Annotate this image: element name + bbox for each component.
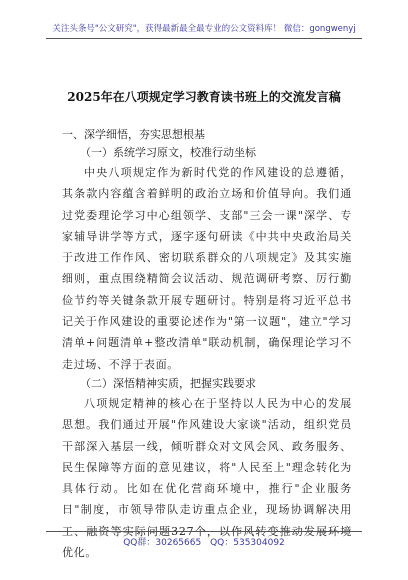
page-header: 关注头条号"公文研究"，获得最新最全最专业的公文资料库！ 微信：gongwenyj — [52, 24, 356, 34]
document-title: 2025年在八项规定学习教育读书班上的交流发言稿 — [67, 90, 341, 104]
section-heading: 一、深学细悟，夯实思想根基 — [62, 128, 205, 141]
body-paragraph: 八项规定精神的核心在于坚持以人民为中心的发展思想。我们通过开展"作风建设大家谈"活动，组织党员干部深入基层一线，倾听群众对文风会风、政务服务、民生保障等方面的意见建议，将"人民至上"理念转化为具体行动。比如在优化营商环境中，推行"企业服务日"制度，市领导带队走访重点企业，现场协调解决用工、融资等实际问题327个，以作风转变推动发展环境优化。 — [62, 396, 352, 560]
subsection-heading: （二）深悟精神实质，把握实践要求 — [80, 376, 256, 390]
qq-contact-text: QQ：535304092 — [210, 538, 285, 548]
header-divider — [46, 38, 362, 39]
qq-group-text: QQ群：30265665 — [123, 538, 202, 548]
page-footer — [0, 535, 408, 548]
subsection-heading: （一）系统学习原文，校准行动坐标 — [80, 146, 256, 159]
body-paragraph: 中央八项规定作为新时代党的作风建设的总遵循，其条款内容蕴含着鲜明的政治立场和价值导向。我们通过党委理论学习中心组领学、支部"三会一课"深学、专家辅导讲学等方式，逐字逐句研读《中共中央政治局关于改进工作作风、密切联系群众的八项规定》及其实施细则，重点围绕精简会议活动、规范调研考察、厉行勤俭节约等关键条款开展专题研讨。特别是将习近平总书记关于作风建设的重要论述作为"第一议题"，建立"学习清单+问题清单+整改清单"联动机制，确保理论学习不走过场、不浮于表面。 — [62, 166, 352, 371]
footer-divider — [46, 531, 362, 532]
document-body — [62, 120, 352, 563]
